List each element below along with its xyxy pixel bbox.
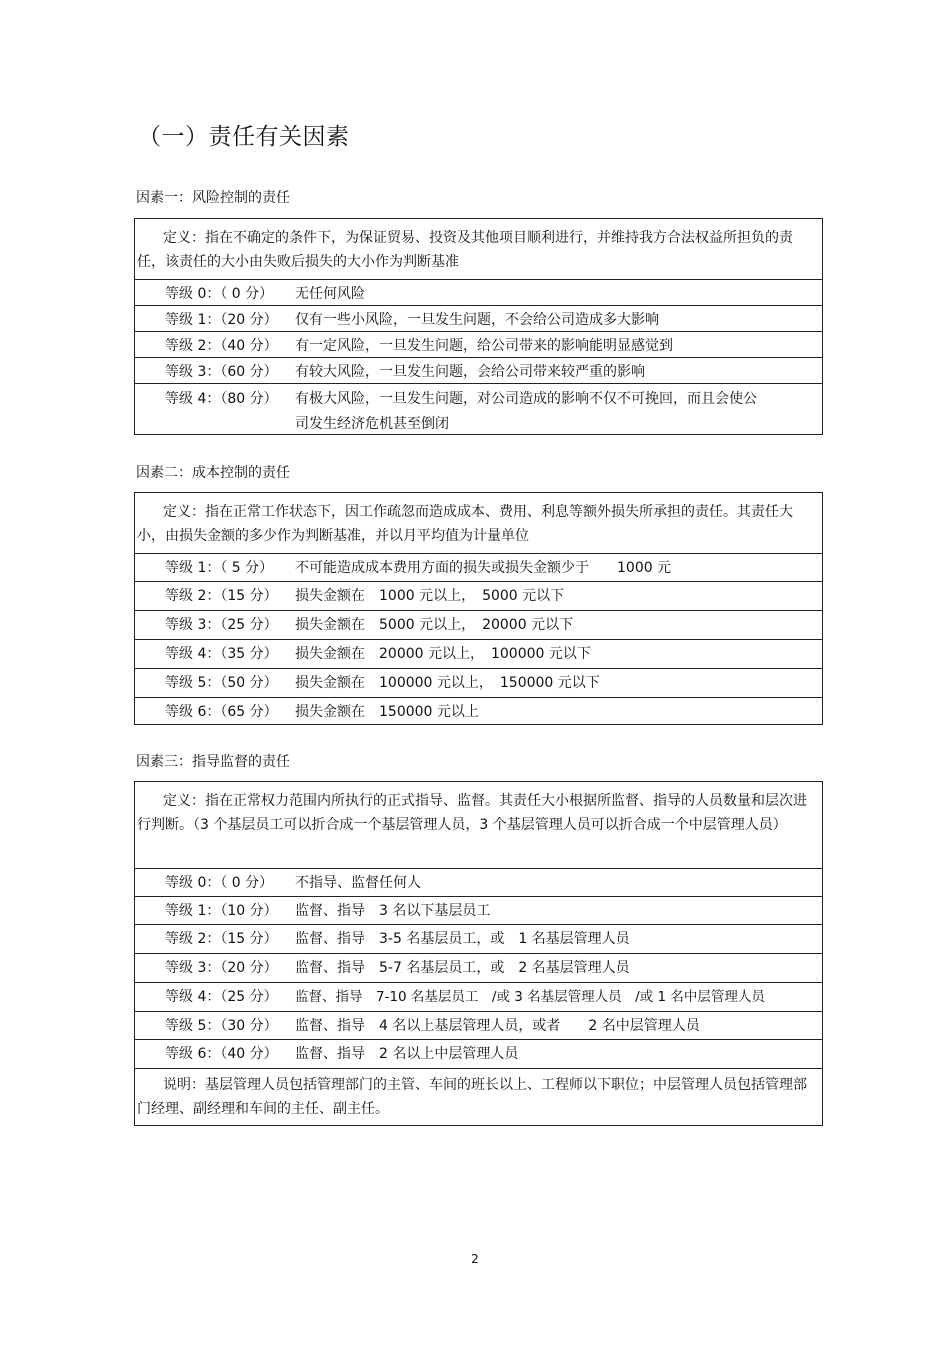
definition-text: 定义：指在不确定的条件下，为保证贸易、投资及其他项目顺利进行，并维持我方合法权益所担负的责任，该责任的大小由失败后损失的大小作为判断基准 [137, 230, 793, 270]
grade-row [135, 610, 822, 639]
grade-description: 监督、指导 4 名以上基层管理人员，或者 2 名中层管理人员 [295, 1018, 700, 1034]
note-text: 说明：基层管理人员包括管理部门的主管、车间的班长以上、工程师以下职位；中层管理人员包括管理部门经理、副经理和车间的主任、副主任。 [137, 1077, 807, 1117]
grade-description: 不可能造成成本费用方面的损失或损失金额少于 1000 元 [295, 560, 672, 576]
grade-description: 监督、指导 3 名以下基层员工 [295, 903, 491, 919]
grade-level: 等级 1：（10 分） [165, 903, 278, 919]
grade-level: 等级 4：（25 分） [165, 989, 278, 1005]
grade-description: 仅有一些小风险，一旦发生问题，不会给公司造成多大影响 [295, 312, 659, 328]
grade-row [135, 279, 822, 305]
grade-row [135, 1011, 822, 1039]
grade-level: 等级 2：（15 分） [165, 588, 278, 604]
section-heading: （一）责任有关因素 [138, 124, 350, 150]
grade-level: 等级 1：（ 5 分） [165, 560, 274, 576]
grade-description: 有极大风险，一旦发生问题，对公司造成的影响不仅不可挽回，而且会使公司发生经济危机甚至倒闭 [295, 391, 757, 432]
grade-level: 等级 3：（20 分） [165, 960, 278, 976]
grade-description: 不指导、监督任何人 [295, 875, 421, 891]
grade-description: 有一定风险，一旦发生问题，给公司带来的影响能明显感觉到 [295, 338, 673, 354]
grade-level: 等级 4：（80 分） [165, 391, 278, 407]
grade-description: 损失金额在 150000 元以上 [295, 704, 479, 720]
grade-row [135, 581, 822, 610]
grade-row [135, 1039, 822, 1068]
grade-level: 等级 4：（35 分） [165, 646, 278, 662]
grade-row [135, 896, 822, 924]
grade-row [135, 553, 822, 581]
factor-2-title: 因素二：成本控制的责任 [136, 465, 290, 481]
grade-description: 损失金额在 20000 元以上， 100000 元以下 [295, 646, 591, 662]
grade-level: 等级 0：（ 0 分） [165, 875, 274, 891]
grade-description: 有较大风险，一旦发生问题，会给公司带来较严重的影响 [295, 364, 645, 380]
grade-row [135, 668, 822, 697]
grade-level: 等级 6：（65 分） [165, 704, 278, 720]
grade-level: 等级 3：（60 分） [165, 364, 278, 380]
grade-description: 损失金额在 1000 元以上， 5000 元以下 [295, 588, 565, 604]
grade-row [135, 357, 822, 383]
grade-level: 等级 1：（20 分） [165, 312, 278, 328]
grade-level: 等级 2：（15 分） [165, 931, 278, 947]
grade-row [135, 868, 822, 896]
grade-description: 监督、指导 3-5 名基层员工，或 1 名基层管理人员 [295, 931, 630, 947]
definition-text: 定义：指在正常权力范围内所执行的正式指导、监督。其责任大小根据所监督、指导的人员数量和层次进行判断。（3 个基层员工可以折合成一个基层管理人员，3 个基层管理人员可以折合成一个中层管理人员） [137, 793, 807, 833]
grade-description: 无任何风险 [295, 286, 365, 302]
grade-description: 监督、指导 5-7 名基层员工，或 2 名基层管理人员 [295, 960, 630, 976]
factor-2-table [134, 492, 823, 725]
grade-level: 等级 5：（30 分） [165, 1018, 278, 1034]
factor-3-table [134, 781, 823, 1126]
grade-row [135, 383, 822, 434]
definition-row [135, 782, 822, 868]
grade-row [135, 639, 822, 668]
grade-row [135, 924, 822, 953]
grade-row [135, 697, 822, 724]
grade-description: 损失金额在 100000 元以上， 150000 元以下 [295, 675, 600, 691]
grade-level: 等级 2：（40 分） [165, 338, 278, 354]
grade-row [135, 305, 822, 331]
definition-row [135, 493, 822, 553]
grade-description: 监督、指导 2 名以上中层管理人员 [295, 1046, 519, 1062]
factor-3-title: 因素三：指导监督的责任 [136, 754, 290, 770]
grade-level: 等级 3：（25 分） [165, 617, 278, 633]
definition-row [135, 219, 822, 279]
definition-text: 定义：指在正常工作状态下，因工作疏忽而造成成本、费用、利息等额外损失所承担的责任。其责任大小，由损失金额的多少作为判断基准，并以月平均值为计量单位 [137, 504, 793, 544]
grade-row [135, 331, 822, 357]
grade-row [135, 982, 822, 1011]
grade-description: 监督、指导 7-10 名基层员工 /或 3 名基层管理人员 /或 1 名中层管理人员 [295, 989, 765, 1005]
grade-row [135, 953, 822, 982]
grade-description: 损失金额在 5000 元以上， 20000 元以下 [295, 617, 574, 633]
factor-1-table [134, 218, 823, 435]
grade-level: 等级 5：（50 分） [165, 675, 278, 691]
page-number: 2 [471, 1252, 479, 1266]
grade-level: 等级 6：（40 分） [165, 1046, 278, 1062]
grade-level: 等级 0：（ 0 分） [165, 286, 274, 302]
note-row [135, 1068, 822, 1125]
factor-1-title: 因素一：风险控制的责任 [136, 190, 290, 206]
